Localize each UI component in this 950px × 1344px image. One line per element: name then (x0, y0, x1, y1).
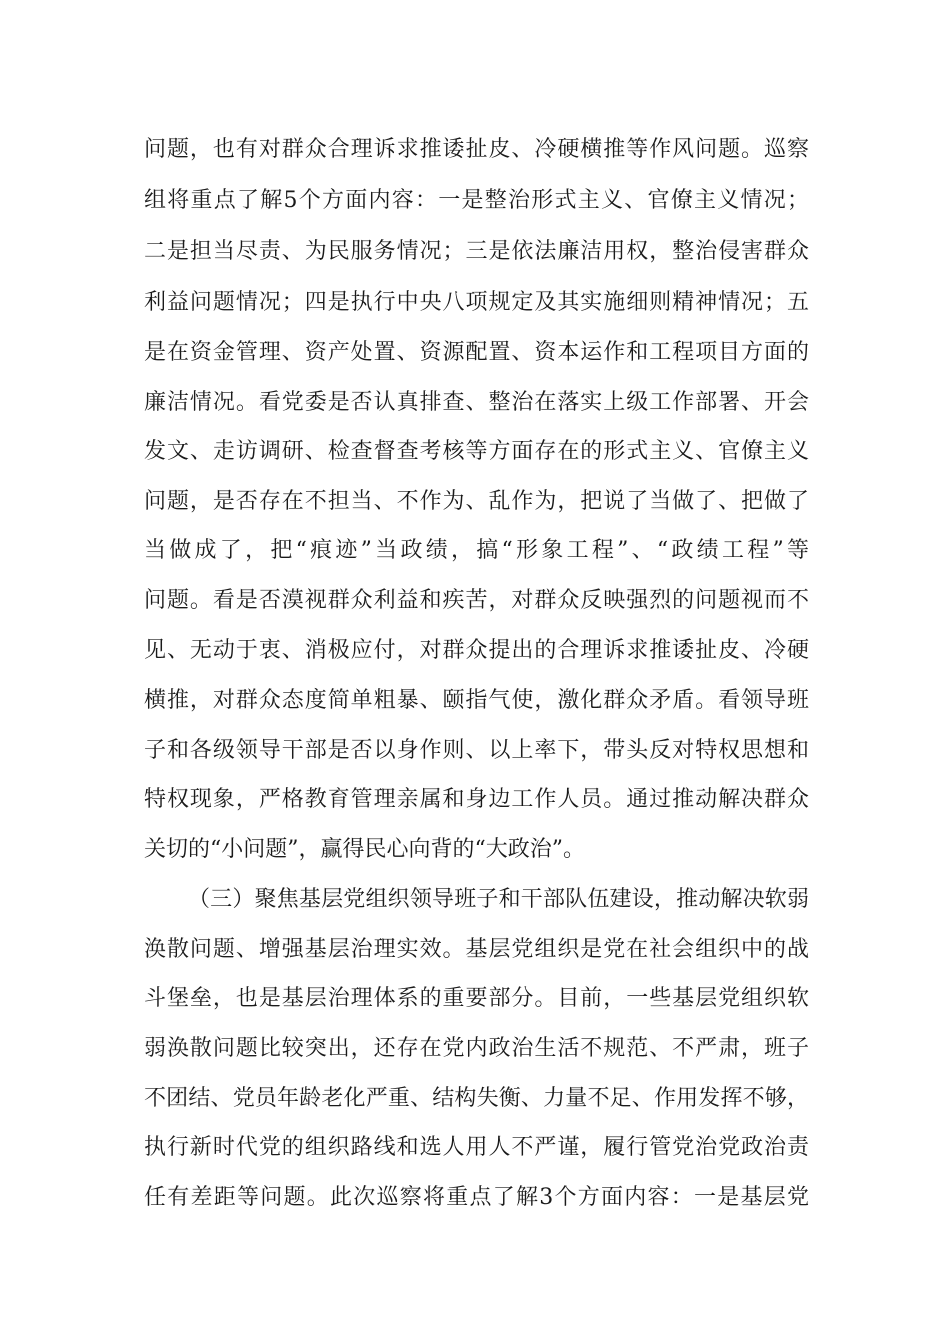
text-line: 组将重点了解5个方面内容：一是整治形式主义、官僚主义情况； (144, 188, 809, 213)
text-line: 涣散问题、增强基层治理实效。基层党组织是党在社会组织中的战 (144, 937, 809, 962)
text-line: 子和各级领导干部是否以身作则、以上率下，带头反对特权思想和 (144, 738, 809, 763)
text-line: 见、无动于衷、消极应付，对群众提出的合理诉求推诿扯皮、冷硬 (144, 638, 809, 663)
text-line: 廉洁情况。看党委是否认真排查、整治在落实上级工作部署、开会 (144, 390, 809, 415)
text-line: 斗堡垒，也是基层治理体系的重要部分。目前，一些基层党组织软 (144, 986, 809, 1011)
text-line: 发文、走访调研、检查督查考核等方面存在的形式主义、官僚主义 (144, 439, 809, 464)
text-line: 二是担当尽责、为民服务情况；三是依法廉洁用权，整治侵害群众 (144, 239, 809, 264)
text-line: 横推，对群众态度简单粗暴、颐指气使，激化群众矛盾。看领导班 (144, 688, 809, 713)
text-line: 问题。看是否漠视群众利益和疾苦，对群众反映强烈的问题视而不 (144, 588, 809, 613)
text-line: 是在资金管理、资产处置、资源配置、资本运作和工程项目方面的 (144, 340, 809, 365)
text-line: 执行新时代党的组织路线和选人用人不严谨，履行管党治党政治责 (144, 1135, 809, 1160)
text-line: 问题，是否存在不担当、不作为、乱作为，把说了当做了、把做了 (144, 489, 809, 514)
text-line: 关切的“小问题”，赢得民心向背的“大政治”。 (144, 837, 585, 862)
section-heading-line: （三）聚焦基层党组织领导班子和干部队伍建设，推动解决软弱 (188, 887, 809, 912)
text-line: 弱涣散问题比较突出，还存在党内政治生活不规范、不严肃，班子 (144, 1036, 809, 1061)
text-line: 问题，也有对群众合理诉求推诿扯皮、冷硬横推等作风问题。巡察 (144, 137, 809, 162)
text-line: 当做成了，把“痕迹”当政绩，搞“形象工程”、“政绩工程”等 (144, 538, 809, 563)
text-line: 利益问题情况；四是执行中央八项规定及其实施细则精神情况；五 (144, 290, 809, 315)
text-line: 特权现象，严格教育管理亲属和身边工作人员。通过推动解决群众 (144, 787, 809, 812)
text-line: 任有差距等问题。此次巡察将重点了解3个方面内容：一是基层党 (144, 1185, 809, 1210)
text-line: 不团结、党员年龄老化严重、结构失衡、力量不足、作用发挥不够， (144, 1086, 809, 1111)
